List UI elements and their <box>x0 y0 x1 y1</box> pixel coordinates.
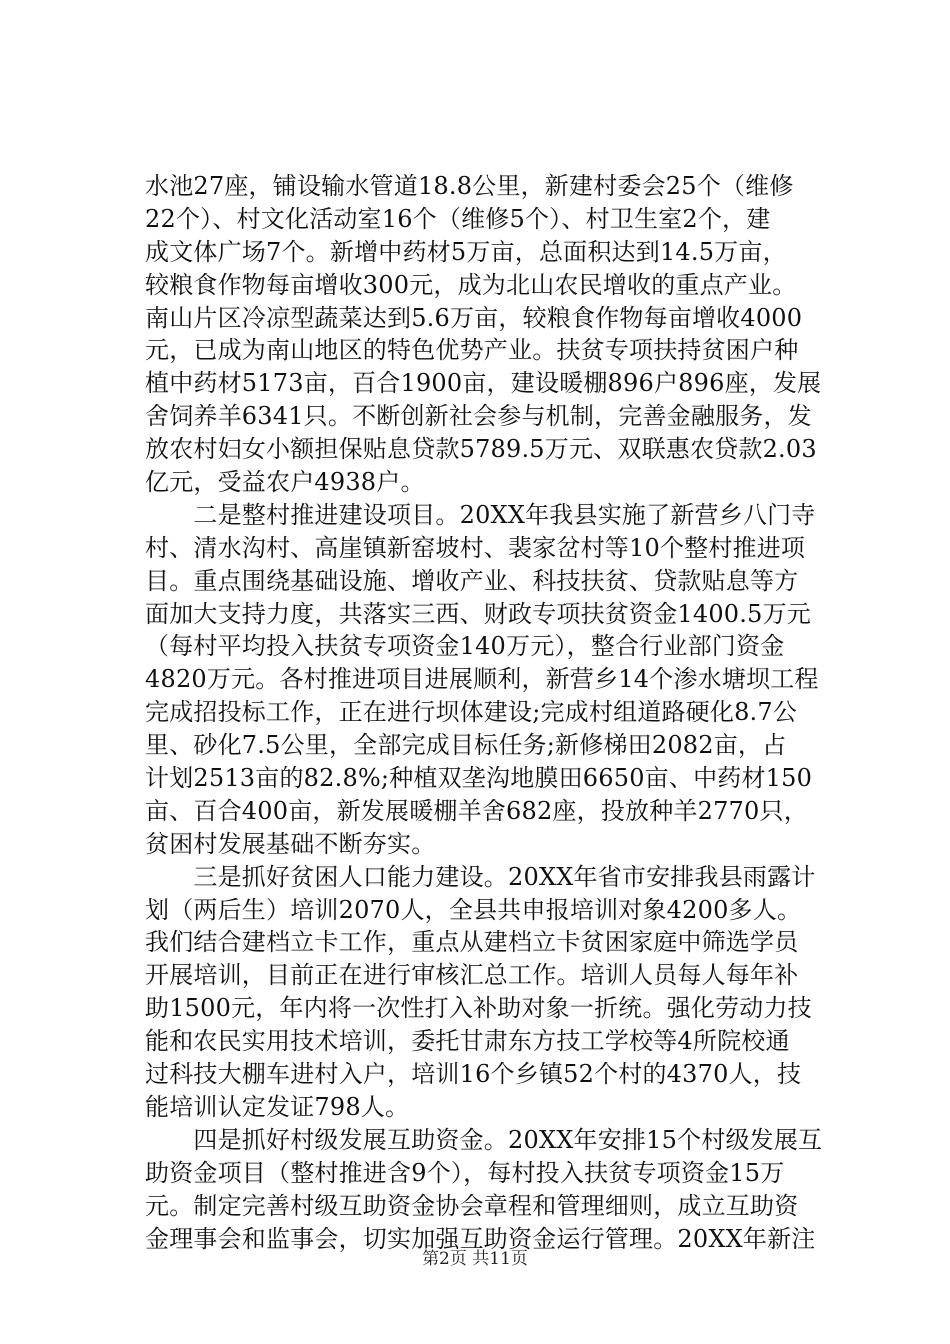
text-line: 水池27座，铺设输水管道18.8公里，新建村委会25个（维修 <box>145 172 794 200</box>
text-line: 划（两后生）培训2070人，全县共申报培训对象4200多人。 <box>145 895 802 924</box>
text-line: 面加大支持力度，共落实三西、财政专项扶贫资金1400.5万元 <box>145 599 811 628</box>
text-line: 能和农民实用技术培训，委托甘肃东方技工学校等4所院校通 <box>145 1027 790 1056</box>
text-line: 目。重点围绕基础设施、增收产业、科技扶贫、贷款贴息等方 <box>145 566 799 595</box>
paragraph-start-line: 四是抓好村级发展互助资金。20XX年安排15个村级发展互 <box>145 1125 823 1154</box>
text-line: 22个）、村文化活动室16个（维修5个）、村卫生室2个，建 <box>145 204 771 233</box>
text-line: 南山片区冷凉型蔬菜达到5.6万亩，较粮食作物每亩增收4000 <box>145 303 803 332</box>
document-body <box>145 170 845 1255</box>
page-number-footer: 第2页 共11页 <box>422 1249 528 1269</box>
paragraph-start-line: 二是整村推进建设项目。20XX年我县实施了新营乡八门寺 <box>145 500 816 529</box>
text-line: 较粮食作物每亩增收300元，成为北山农民增收的重点产业。 <box>145 270 797 299</box>
text-line: 元。制定完善村级互助资金协会章程和管理细则，成立互助资 <box>145 1191 799 1220</box>
text-line: 成文体广场7个。新增中药材5万亩，总面积达到14.5万亩， <box>145 237 787 266</box>
text-line: 亩、百合400亩，新发展暖棚羊舍682座，投放种羊2770只， <box>145 796 808 825</box>
text-line: 过科技大棚车进村入户，培训16个乡镇52个村的4370人，技 <box>145 1060 802 1089</box>
text-line: 4820万元。各村推进项目进展顺利，新营乡14个渗水塘坝工程 <box>145 665 819 694</box>
text-line: 舍饲养羊6341只。不断创新社会参与机制，完善金融服务，发 <box>145 402 812 431</box>
text-line: 金理事会和监事会，切实加强互助资金运行管理。20XX年新注 <box>145 1224 816 1253</box>
text-line: 计划2513亩的82.8%;种植双垄沟地膜田6650亩、中药材150 <box>145 764 813 793</box>
paragraph-start-line: 三是抓好贫困人口能力建设。20XX年省市安排我县雨露计 <box>145 862 816 891</box>
text-line: 贫困村发展基础不断夯实。 <box>145 829 436 858</box>
text-line: 能培训认定发证798人。 <box>145 1092 410 1121</box>
text-line: 植中药材5173亩，百合1900亩，建设暖棚896户896座，发展 <box>145 369 822 398</box>
text-line: 助1500元，年内将一次性打入补助对象一折统。强化劳动力技 <box>145 994 812 1023</box>
text-line: 里、砂化7.5公里，全部完成目标任务;新修梯田2082亩，占 <box>145 731 787 760</box>
text-line: 助资金项目（整村推进含9个），每村投入扶贫专项资金15万 <box>145 1158 785 1187</box>
text-line: 村、清水沟村、高崖镇新窑坡村、裴家岔村等10个整村推进项 <box>145 533 806 562</box>
text-line: （每村平均投入扶贫专项资金140万元），整合行业部门资金 <box>145 632 785 661</box>
text-line: 开展培训，目前正在进行审核汇总工作。培训人员每人每年补 <box>145 961 799 990</box>
text-line: 元，已成为南山地区的特色优势产业。扶贫专项扶持贫困户种 <box>145 336 799 365</box>
text-line: 完成招投标工作，正在进行坝体建设;完成村组道路硬化8.7公 <box>145 698 798 727</box>
text-line: 亿元，受益农户4938户。 <box>145 468 425 497</box>
text-line: 我们结合建档立卡工作，重点从建档立卡贫困家庭中筛选学员 <box>145 928 799 957</box>
text-line: 放农村妇女小额担保贴息贷款5789.5万元、双联惠农贷款2.03 <box>145 435 817 464</box>
